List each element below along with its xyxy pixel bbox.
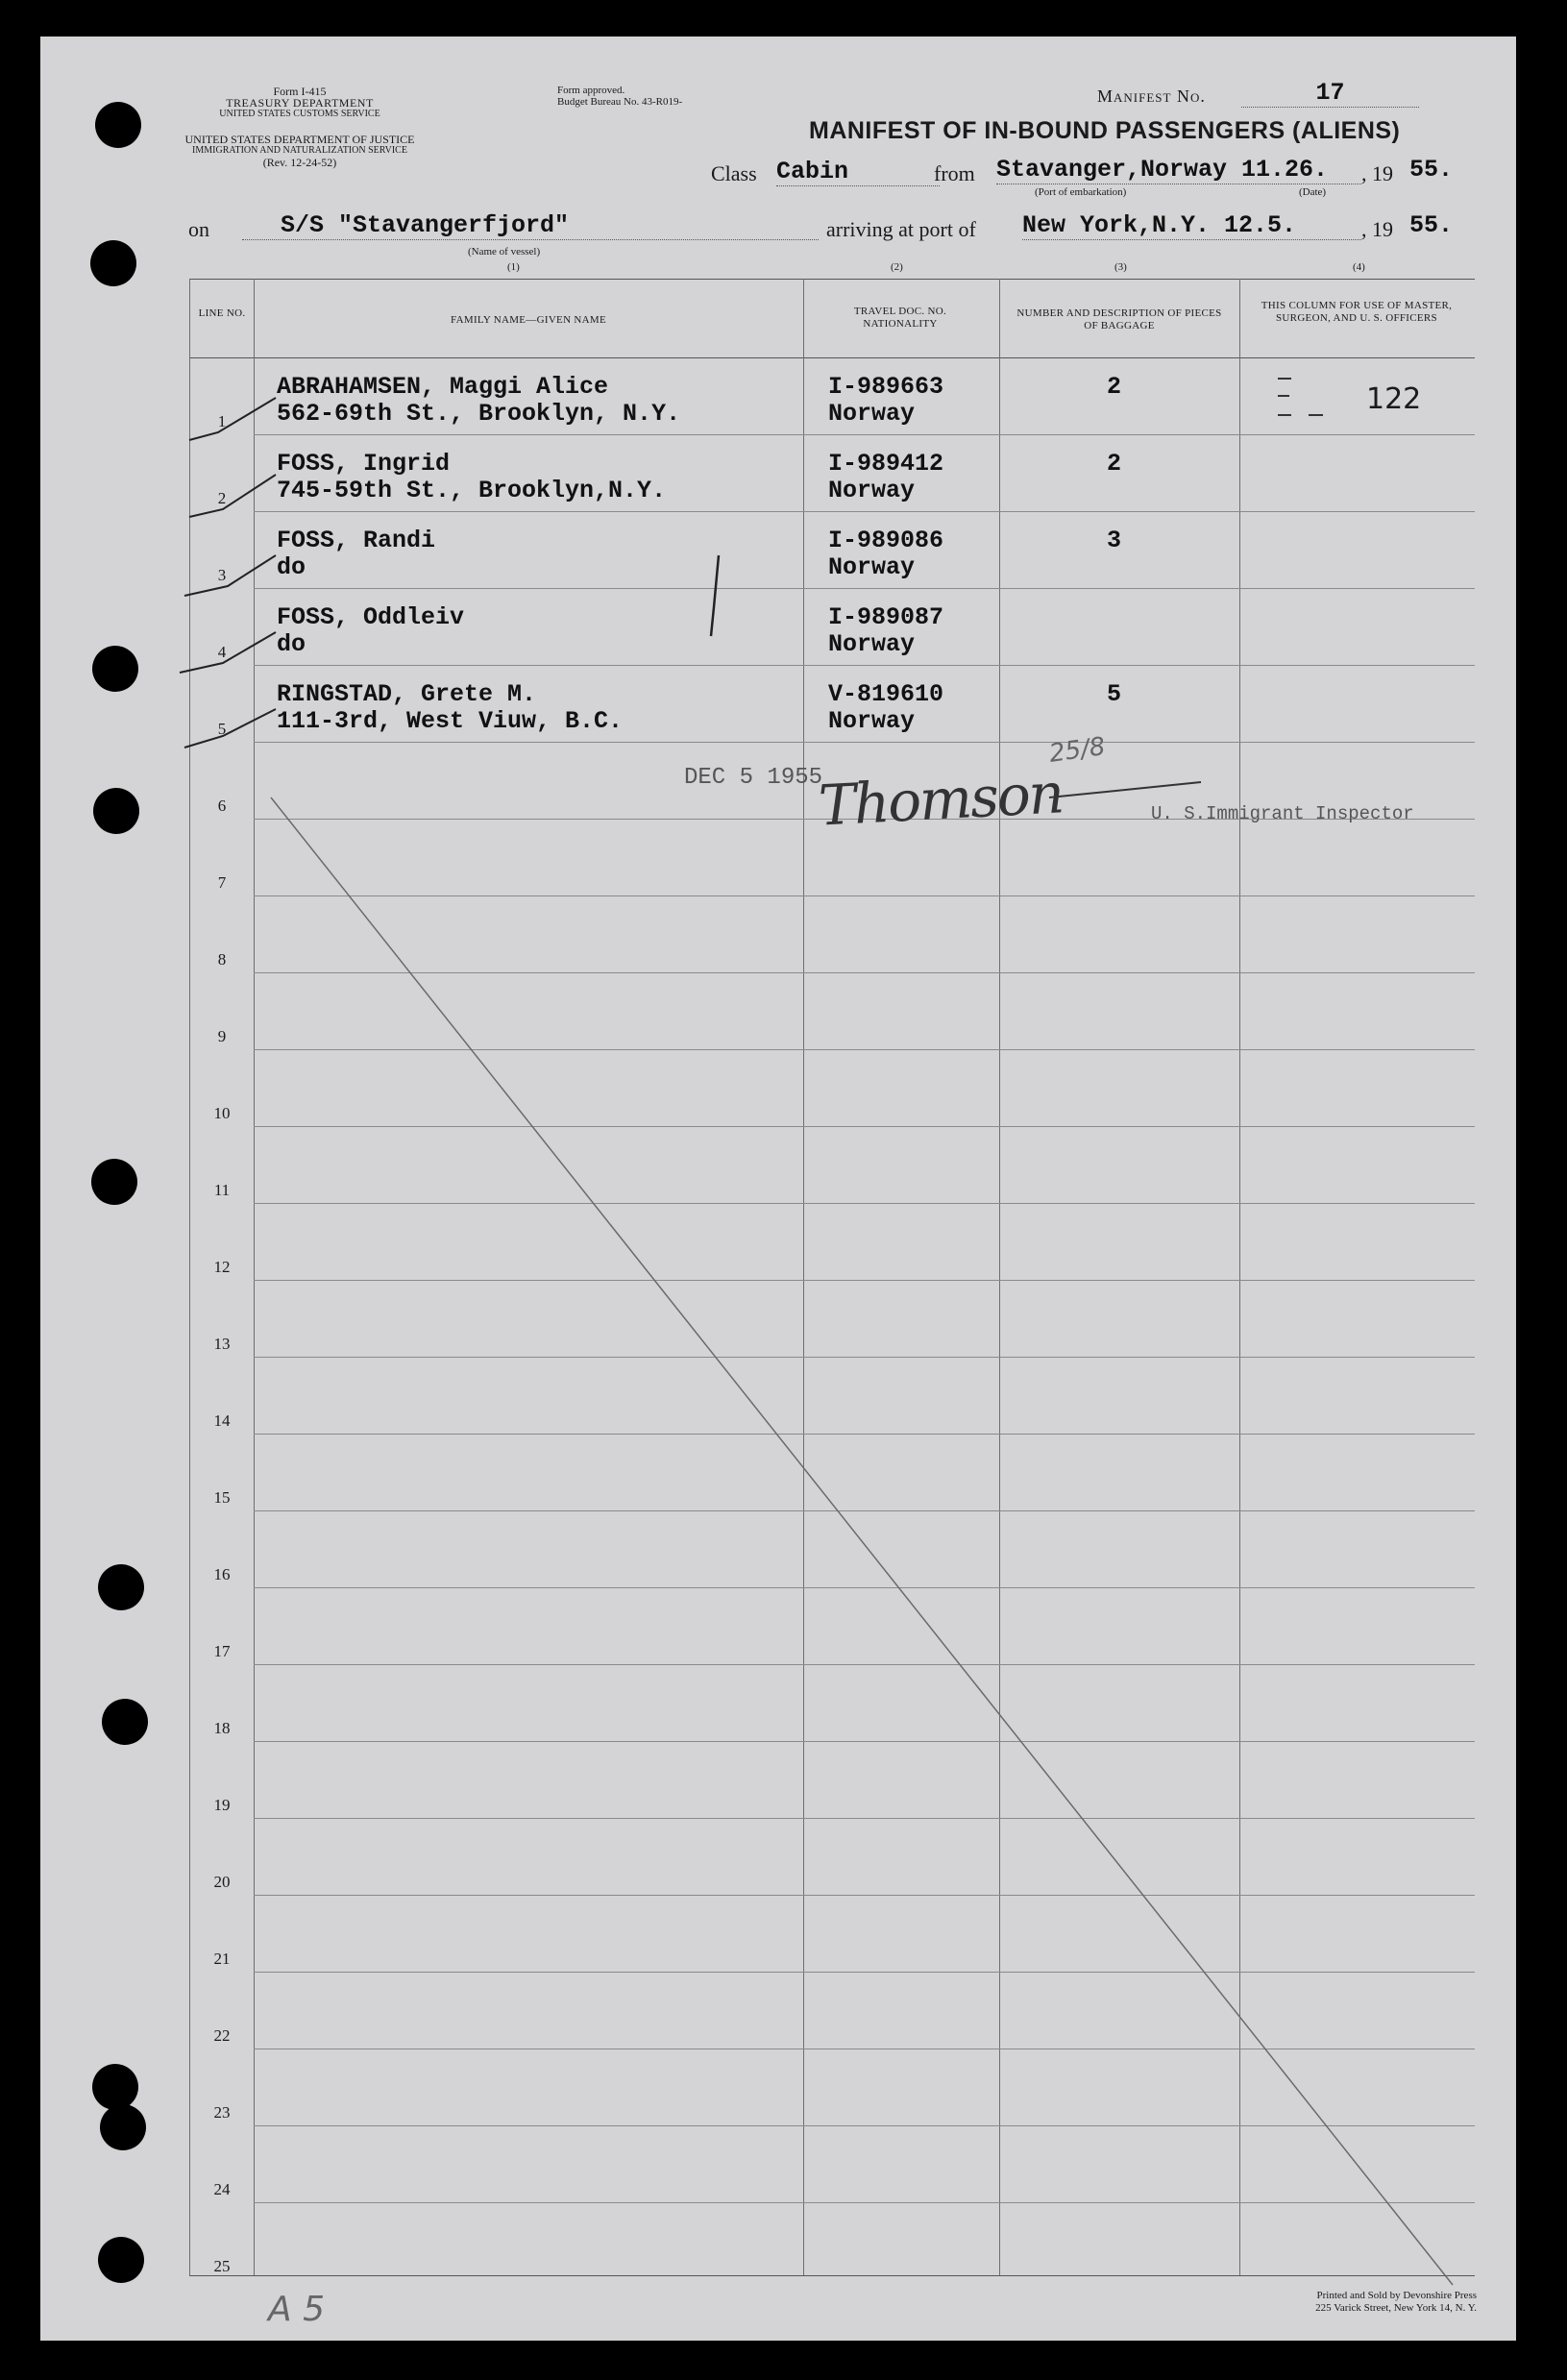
nationality: Norway (828, 477, 916, 504)
col-header-officers: THIS COLUMN FOR USE OF MASTER, SURGEON, AND U. S. OFFICERS (1261, 300, 1453, 324)
nationality: Norway (828, 707, 916, 735)
vessel-value: S/S "Stavangerfjord" (242, 211, 819, 240)
baggage-count: 3 (1107, 527, 1122, 554)
passenger-address: do (277, 630, 306, 658)
manifest-no-value: 17 (1241, 79, 1419, 108)
handwritten-fraction: 25/8 (1047, 732, 1108, 769)
baggage-count: 2 (1107, 450, 1122, 478)
date-label: (Date) (1299, 186, 1327, 198)
check-mark (189, 398, 276, 440)
line-number: 15 (213, 1488, 231, 1507)
line-number: 14 (213, 1411, 231, 1430)
line-number: 22 (213, 2026, 231, 2045)
line-number: 18 (213, 1719, 231, 1737)
arriving-value: New York,N.Y. 12.5. (1022, 211, 1361, 240)
year-value-2: 55. (1409, 211, 1454, 239)
manifest-sheet (40, 37, 1516, 2341)
travel-doc-no: V-819610 (828, 680, 944, 708)
col-number-3: (3) (1114, 261, 1127, 273)
line-number: 20 (213, 1873, 231, 1891)
inspector-signature: Thomson (817, 760, 1065, 839)
passenger-name: FOSS, Oddleiv (277, 603, 465, 631)
line-number: 4 (217, 643, 227, 661)
baggage-count: 5 (1107, 680, 1122, 708)
from-value: Stavanger,Norway 11.26. (996, 156, 1361, 184)
baggage-count: 2 (1107, 373, 1122, 401)
travel-doc-no: I-989086 (828, 527, 944, 554)
nationality: Norway (828, 630, 916, 658)
inspector-title: U. S.Immigrant Inspector (1151, 803, 1414, 824)
nationality: Norway (828, 400, 916, 428)
pen-stroke (711, 555, 719, 636)
year-value-1: 55. (1409, 156, 1454, 184)
passenger-name: ABRAHAMSEN, Maggi Alice (277, 373, 609, 401)
col-header-name: FAMILY NAME—GIVEN NAME (451, 314, 606, 326)
line-number: 6 (217, 797, 227, 815)
line-number: 1 (217, 412, 227, 430)
travel-doc-no: I-989087 (828, 603, 944, 631)
nationality: Norway (828, 553, 916, 581)
vessel-name-label: (Name of vessel) (468, 246, 541, 258)
check-mark (189, 475, 276, 517)
line-number: 16 (213, 1565, 231, 1583)
budget-bureau-no: Budget Bureau No. 43-R019- (557, 96, 683, 108)
year-prefix-2: , 19 (1361, 217, 1393, 241)
passenger-address: do (277, 553, 306, 581)
printer-line-2: 225 Varick Street, New York 14, N. Y. (1315, 2302, 1477, 2314)
line-number: 23 (213, 2103, 231, 2122)
form-title: MANIFEST OF IN-BOUND PASSENGERS (ALIENS) (809, 117, 1401, 144)
line-number: 13 (213, 1335, 231, 1353)
travel-doc-no: I-989663 (828, 373, 944, 401)
year-prefix-1: , 19 (1361, 161, 1393, 185)
passenger-name: FOSS, Ingrid (277, 450, 451, 478)
passenger-address: 111-3rd, West Viuw, B.C. (277, 707, 624, 735)
passenger-name: RINGSTAD, Grete M. (277, 680, 537, 708)
pencil-note: A 5 (268, 2290, 325, 2329)
col-header-doc: TRAVEL DOC. NO. NATIONALITY (853, 306, 947, 330)
line-number: 8 (217, 950, 227, 969)
pen-marks-small (1278, 379, 1323, 415)
pen-marks (40, 37, 1516, 2341)
col-header-line-no: LINE NO. (198, 307, 246, 319)
line-number: 12 (213, 1258, 231, 1276)
line-number: 19 (213, 1796, 231, 1814)
port-embarkation-label: (Port of embarkation) (1035, 186, 1127, 198)
justice-dept: UNITED STATES DEPARTMENT OF JUSTICE (184, 133, 415, 146)
line-number: 3 (217, 566, 227, 584)
passenger-address: 745-59th St., Brooklyn,N.Y. (277, 477, 667, 504)
customs-service: UNITED STATES CUSTOMS SERVICE (219, 109, 380, 119)
col-number-2: (2) (891, 261, 903, 273)
line-number: 11 (213, 1181, 231, 1199)
signature-underline (1049, 782, 1201, 797)
travel-doc-no: I-989412 (828, 450, 944, 478)
on-label: on (188, 217, 209, 241)
line-number: 17 (213, 1642, 231, 1660)
ins-service: IMMIGRATION AND NATURALIZATION SERVICE (192, 145, 407, 156)
class-value: Cabin (776, 158, 940, 186)
col-number-1: (1) (507, 261, 520, 273)
line-number: 9 (217, 1027, 227, 1045)
date-stamp: DEC 5 1955 (684, 765, 823, 791)
check-mark (180, 632, 276, 673)
treasury-dept: TREASURY DEPARTMENT (226, 96, 374, 110)
passenger-name: FOSS, Randi (277, 527, 436, 554)
line-number: 25 (213, 2257, 231, 2275)
line-number: 5 (217, 720, 227, 738)
line-number: 21 (213, 1950, 231, 1968)
arriving-label: arriving at port of (826, 217, 976, 241)
revision-date: (Rev. 12-24-52) (262, 156, 337, 169)
form-number: Form I-415 (273, 85, 327, 98)
form-approved: Form approved. (557, 85, 625, 96)
officer-note: 122 (1366, 382, 1422, 416)
line-number: 2 (217, 489, 227, 507)
passenger-address: 562-69th St., Brooklyn, N.Y. (277, 400, 681, 428)
cancel-diagonal-line (271, 797, 1453, 2285)
line-number: 24 (213, 2180, 231, 2198)
class-label: Class (711, 161, 757, 185)
col-header-baggage: NUMBER AND DESCRIPTION OF PIECES OF BAGGAGE (1016, 307, 1222, 331)
line-number: 7 (217, 873, 227, 892)
printer-line-1: Printed and Sold by Devonshire Press (1316, 2290, 1477, 2301)
col-number-4: (4) (1353, 261, 1365, 273)
check-mark (184, 709, 276, 748)
from-label: from (934, 161, 975, 185)
check-mark (184, 555, 276, 596)
manifest-no-label: Manifest No. (1097, 86, 1206, 106)
line-number: 10 (213, 1104, 231, 1122)
